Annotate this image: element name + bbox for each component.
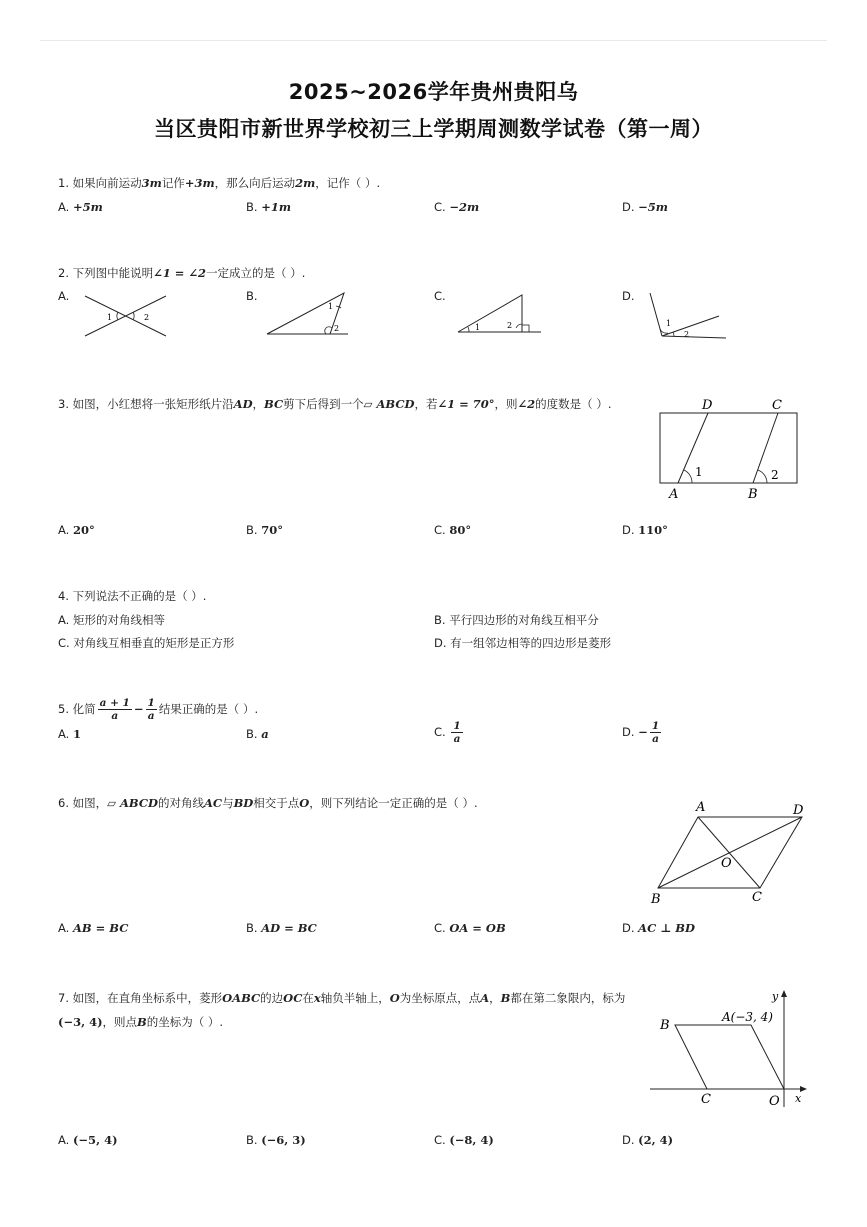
- text: 的边: [260, 991, 284, 1005]
- math: +3m: [184, 176, 215, 190]
- math: ∠1 = ∠2: [153, 266, 207, 280]
- q5-option-c[interactable]: [434, 720, 465, 745]
- text: ，: [489, 991, 501, 1005]
- option-letter: C.: [434, 200, 446, 214]
- q3-figure: [650, 395, 810, 507]
- option-letter: B.: [246, 727, 258, 741]
- option-letter: C.: [434, 1133, 446, 1147]
- text: 3. 如图，小红想将一张矩形纸片沿: [58, 397, 234, 411]
- option-value: 70°: [261, 523, 283, 537]
- q4-option-c[interactable]: [58, 635, 234, 651]
- numerator: 1: [453, 720, 461, 732]
- option-letter: B.: [434, 613, 446, 627]
- q7-option-c[interactable]: [434, 1133, 494, 1147]
- q5-option-b[interactable]: [246, 727, 269, 741]
- option-value: a: [261, 727, 269, 741]
- math: AD: [233, 397, 253, 411]
- q5-option-a[interactable]: [58, 727, 81, 741]
- option-letter: A.: [58, 613, 70, 627]
- q6-option-a[interactable]: [58, 921, 128, 935]
- page-top-rule: [40, 40, 827, 41]
- text: 记作: [161, 176, 185, 190]
- label-2: 2: [507, 321, 513, 330]
- math: B: [137, 1015, 147, 1029]
- fraction: [650, 720, 661, 745]
- text: 1. 如果向前运动: [58, 176, 142, 190]
- option-value: 有一组邻边相等的四边形是菱形: [450, 636, 612, 650]
- text: 都在第二象限内，标为: [510, 991, 626, 1005]
- option-letter: B.: [246, 921, 258, 935]
- label-d: D: [793, 803, 804, 818]
- option-value: +1m: [261, 200, 292, 214]
- angle-arc: [468, 327, 469, 332]
- numerator: 1: [651, 720, 660, 732]
- math: OC: [283, 991, 303, 1005]
- q4-option-a[interactable]: [58, 612, 165, 628]
- label-2: 2: [144, 313, 150, 322]
- math: OABC: [222, 991, 261, 1005]
- text: 2. 下列图中能说明: [58, 266, 154, 280]
- right-angle-mark: [522, 325, 529, 332]
- angle-arc: [758, 470, 767, 483]
- option-value: 110°: [638, 523, 668, 537]
- q7-option-b[interactable]: [246, 1133, 306, 1147]
- option-letter: D.: [434, 636, 447, 650]
- q3-option-b[interactable]: [246, 523, 283, 537]
- text: 一定成立的是（ ）.: [206, 266, 306, 280]
- angle-arc: [516, 324, 522, 328]
- label-c: C: [772, 398, 782, 413]
- q7-figure: [645, 985, 815, 1110]
- text: 的对角线: [157, 796, 204, 810]
- label-o: O: [769, 1094, 780, 1109]
- option-value: AC ⊥ BD: [638, 921, 695, 935]
- denominator: a: [147, 710, 155, 722]
- q3-option-c[interactable]: [434, 523, 471, 537]
- q5-option-d[interactable]: [622, 720, 663, 745]
- label-b: B: [660, 1018, 670, 1033]
- option-letter: A.: [58, 727, 70, 741]
- question-3-stem: [58, 395, 611, 413]
- numerator: a + 1: [99, 697, 130, 709]
- text: 在: [302, 991, 314, 1005]
- option-letter: A.: [58, 289, 70, 303]
- question-4-stem: 4. 下列说法不正确的是（ ）.: [58, 589, 207, 603]
- question-1-stem: [58, 174, 380, 192]
- text: 的坐标为（ ）.: [146, 1015, 224, 1029]
- option-letter: A.: [58, 200, 70, 214]
- diagonal-bd: [658, 817, 802, 888]
- q3-option-d[interactable]: [622, 523, 668, 537]
- y-axis-arrow: [781, 990, 787, 997]
- option-value: (2, 4): [638, 1133, 674, 1147]
- label-o: O: [721, 856, 732, 871]
- label-a: A: [669, 487, 679, 502]
- denominator: a: [111, 710, 119, 722]
- math: AC: [203, 796, 223, 810]
- label-1: 1: [475, 323, 481, 332]
- denominator: a: [652, 733, 659, 745]
- option-letter: A.: [58, 523, 70, 537]
- option-value: (−8, 4): [449, 1133, 494, 1147]
- math: ∠1 = 70°: [437, 397, 495, 411]
- text: ，那么向后运动: [214, 176, 296, 190]
- text: 7. 如图，在直角坐标系中，菱形: [58, 991, 223, 1005]
- q7-option-d[interactable]: [622, 1133, 673, 1147]
- fraction: [146, 697, 157, 722]
- option-value: (−6, 3): [261, 1133, 306, 1147]
- option-value: AD = BC: [261, 921, 317, 935]
- label-b: B: [748, 487, 758, 502]
- option-letter: D.: [622, 289, 635, 303]
- math: (−3, 4): [58, 1015, 103, 1029]
- option-value: 对角线互相垂直的矩形是正方形: [73, 636, 235, 650]
- text: ，记作（ ）.: [315, 176, 381, 190]
- rhombus: [675, 1025, 784, 1089]
- option-letter: A.: [58, 1133, 70, 1147]
- page-title-line1: 2025~2026学年贵州贵阳乌: [288, 80, 579, 104]
- angle-arc: [673, 332, 674, 336]
- page-title-line2: 当区贵阳市新世界学校初三上学期周测数学试卷（第一周）: [154, 117, 713, 141]
- text: ，则: [494, 397, 518, 411]
- triangle: [458, 295, 522, 332]
- q2-option-c[interactable]: [434, 289, 446, 303]
- q6-figure: [645, 795, 815, 910]
- label-1: 1: [107, 313, 113, 322]
- label-b: B: [651, 892, 661, 907]
- question-6-stem: [58, 794, 478, 812]
- q2-figure-d: [646, 290, 731, 342]
- q2-figure-b: [264, 290, 354, 340]
- option-letter: C.: [58, 636, 70, 650]
- ray: [662, 336, 726, 338]
- question-7-stem: [58, 986, 638, 1034]
- numerator: 1: [147, 697, 155, 709]
- question-2-stem: [58, 264, 305, 282]
- option-letter: B.: [246, 523, 258, 537]
- option-value: 20°: [72, 523, 95, 537]
- label-c: C: [701, 1092, 711, 1107]
- q1-option-c[interactable]: [434, 200, 479, 214]
- math: BD: [233, 796, 254, 810]
- angle-arc: [133, 312, 134, 320]
- math: B: [500, 991, 511, 1005]
- option-letter: C.: [434, 289, 446, 303]
- option-value: +5m: [72, 200, 103, 214]
- label-c: C: [752, 890, 762, 905]
- denominator: a: [453, 733, 461, 745]
- math: ▱ ABCD: [107, 796, 158, 810]
- q1-option-b[interactable]: [246, 200, 291, 214]
- label-2: 2: [684, 330, 690, 339]
- option-value: −2m: [449, 200, 480, 214]
- triangle: [267, 293, 344, 334]
- q7-option-a[interactable]: [58, 1133, 118, 1147]
- q2-figure-c: [455, 290, 545, 340]
- option-letter: D.: [622, 1133, 635, 1147]
- text: 结果正确的是（ ）.: [158, 702, 259, 716]
- option-letter: D.: [622, 921, 635, 935]
- q2-option-d[interactable]: [622, 289, 635, 303]
- option-letter: D.: [622, 725, 635, 739]
- option-letter: B.: [246, 289, 258, 303]
- option-value: −5m: [638, 200, 668, 214]
- option-value: AB = BC: [72, 921, 129, 935]
- question-5-stem: [58, 695, 258, 723]
- option-value: OA = OB: [449, 921, 506, 935]
- text: ，若: [414, 397, 438, 411]
- text: 的度数是（ ）.: [535, 397, 612, 411]
- math: x: [313, 991, 321, 1005]
- label-y: y: [772, 990, 779, 1003]
- q4-option-b[interactable]: [434, 612, 599, 628]
- math: ∠2: [517, 397, 536, 411]
- text: 轴负半轴上，: [320, 991, 390, 1005]
- option-value: 80°: [449, 523, 472, 537]
- label-2: 2: [771, 468, 779, 482]
- option-letter: B.: [246, 200, 258, 214]
- math: O: [389, 991, 400, 1005]
- option-value: 1: [72, 727, 81, 741]
- q2-figure-a: [80, 290, 175, 342]
- text: 相交于点: [253, 796, 300, 810]
- option-letter: C.: [434, 523, 446, 537]
- fraction: [451, 720, 462, 745]
- label-1: 1: [666, 319, 672, 328]
- option-letter: C.: [434, 725, 446, 739]
- q6-option-b[interactable]: [246, 921, 317, 935]
- option-sign: −: [638, 725, 648, 739]
- option-letter: D.: [622, 523, 635, 537]
- math: ▱ ABCD: [363, 397, 415, 411]
- label-a: A: [696, 800, 706, 815]
- option-value: (−5, 4): [72, 1133, 118, 1147]
- q2-option-b[interactable]: [246, 289, 258, 303]
- q1-option-a[interactable]: [58, 200, 103, 214]
- q4-option-d[interactable]: [434, 635, 611, 651]
- angle-arc: [117, 312, 118, 320]
- label-a: A(−3, 4): [722, 1010, 773, 1024]
- label-1: 1: [328, 302, 334, 311]
- text: 与: [222, 796, 234, 810]
- text: ，则点: [102, 1015, 138, 1029]
- q1-option-d[interactable]: [622, 200, 668, 214]
- label-d: D: [702, 398, 713, 413]
- q3-option-a[interactable]: [58, 523, 95, 537]
- q2-option-a[interactable]: [58, 289, 69, 303]
- text: 5. 化简: [58, 702, 96, 716]
- text: 为坐标原点，点: [399, 991, 481, 1005]
- q6-option-c[interactable]: [434, 921, 506, 935]
- math: −: [133, 702, 144, 716]
- option-letter: A.: [58, 921, 70, 935]
- text: 6. 如图，: [58, 796, 108, 810]
- option-letter: B.: [246, 1133, 258, 1147]
- angle-arc: [684, 470, 692, 483]
- fraction: [98, 697, 132, 722]
- label-x: x: [795, 1092, 802, 1105]
- q6-option-d[interactable]: [622, 921, 695, 935]
- option-value: 矩形的对角线相等: [72, 613, 165, 627]
- label-2: 2: [334, 324, 340, 333]
- math: A: [480, 991, 490, 1005]
- option-letter: D.: [622, 200, 635, 214]
- text: ，: [252, 397, 265, 411]
- cut-line-ad: [678, 413, 708, 483]
- math: 3m: [141, 176, 162, 190]
- math: O: [299, 796, 310, 810]
- option-letter: C.: [434, 921, 446, 935]
- label-1: 1: [695, 465, 703, 479]
- math: BC: [264, 397, 284, 411]
- text: ，则下列结论一定正确的是（ ）.: [309, 796, 478, 810]
- option-value: 平行四边形的对角线互相平分: [449, 613, 599, 627]
- text: 剪下后得到一个: [283, 397, 364, 411]
- math: 2m: [295, 176, 316, 190]
